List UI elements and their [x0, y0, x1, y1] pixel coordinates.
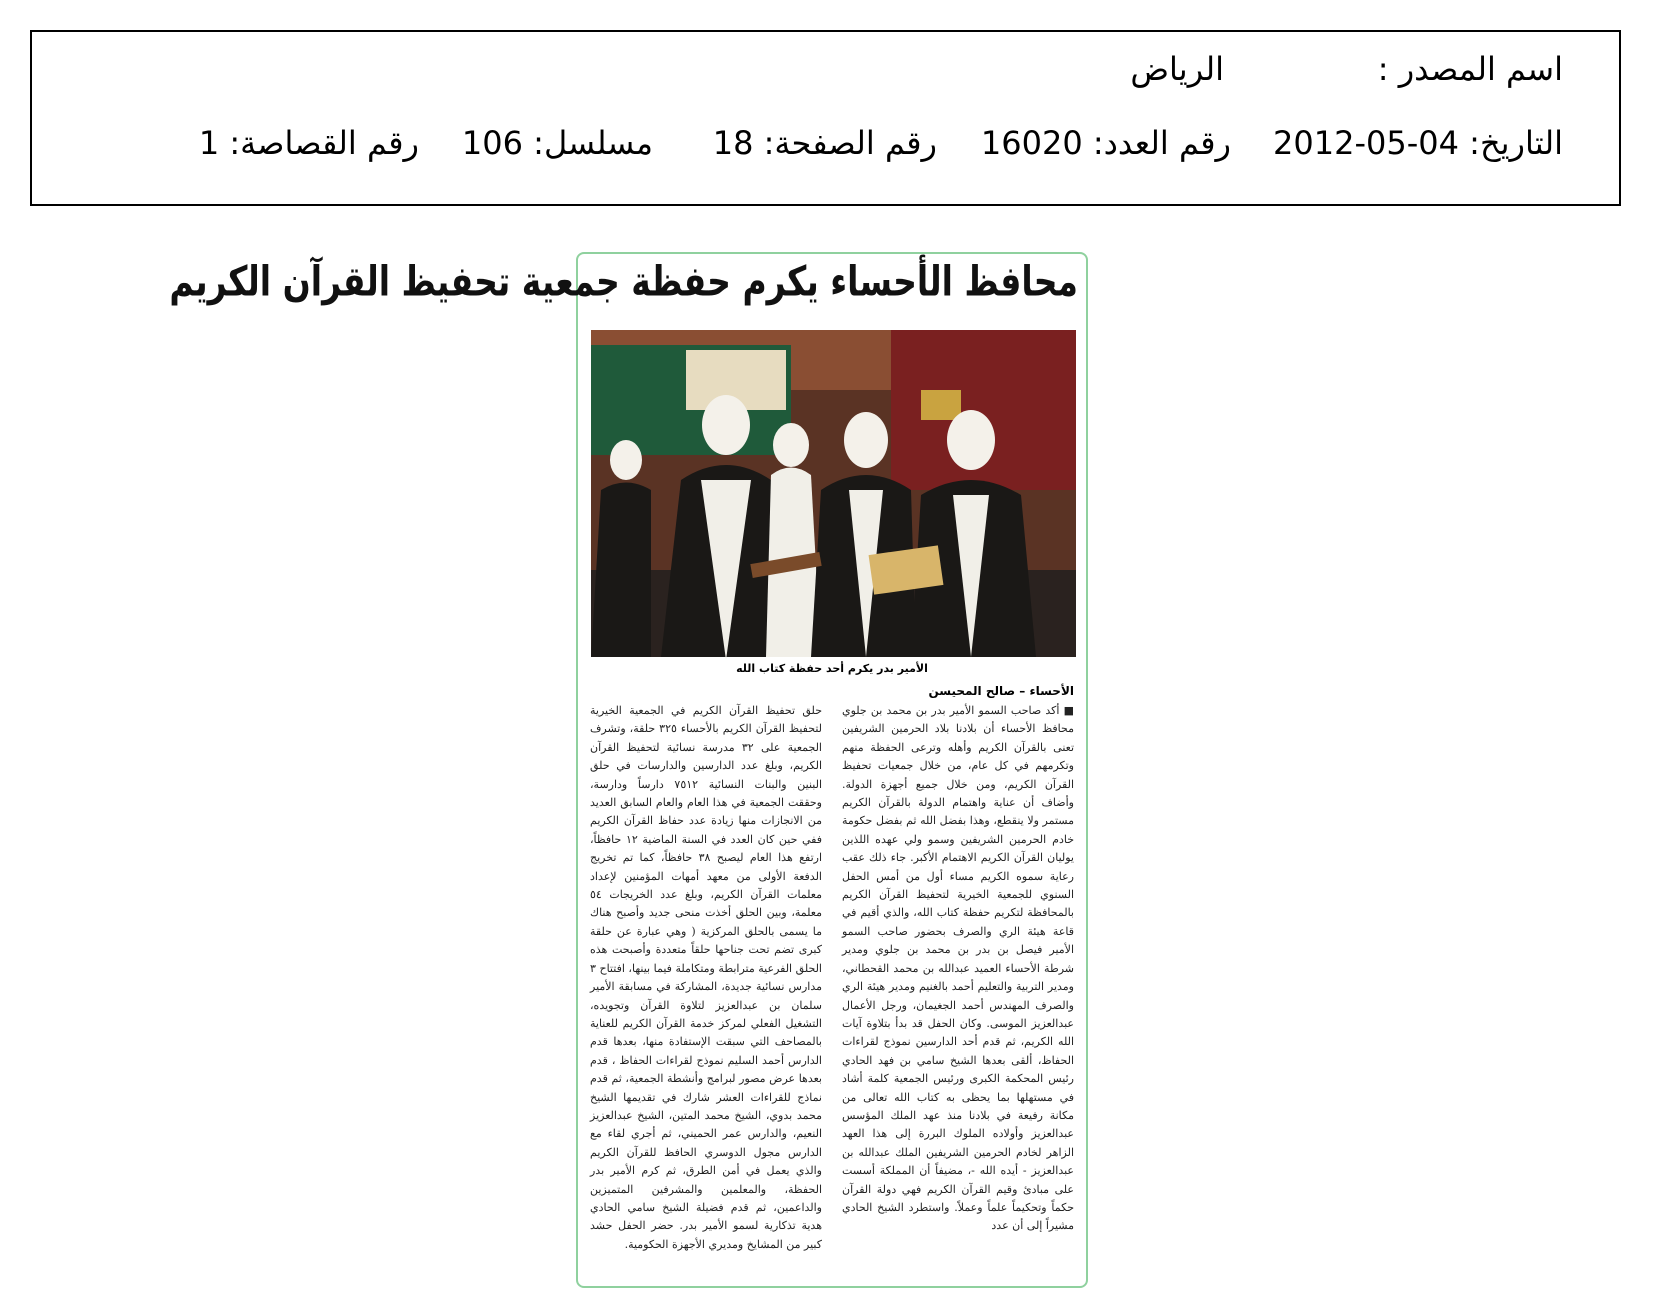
column-right-text: ■ أكد صاحب السمو الأمير بدر بن محمد بن جلوي محافظ الأحساء أن بلادنا بلاد الحرمين الشريفين تعنى بالقرآن الكريم وأهله وترعى الحفظة منهم وتكرمهم في كل عام، من خلال جمعيات تحفيظ القرآن الكريم، ومن خلال جميع أجهزة الدولة. وأضاف أن عناية واهتمام الدولة بالقرآن الكريم مستمر ولا ينقطع، وهذا بفضل الله ثم بفضل حكومة خادم الحرمين الشريفين وسمو ولي عهده اللذين يوليان القرآن الكريم الاهتمام الأكبر. جاء ذلك عقب رعاية سموه الكريم مساء أول من أمس الحفل السنوي للجمعية الخيرية لتحفيظ القرآن الكريم بالمحافظة لتكريم حفظة كتاب الله، والذي أقيم في قاعة هيئة الري والصرف بحضور صاحب السمو الأمير فيصل بن بدر بن محمد بن جلوي ومدير شرطة الأحساء العميد عبدالله بن محمد القحطاني، ومدير التربية والتعليم أحمد بالغنيم ومدير هيئة الري والصرف المهندس أحمد الجغيمان، ورجل الأعمال عبدالعزيز الموسى. وكان الحفل قد بدأ بتلاوة آيات الله الكريم، ثم قدم أحد الدارسين نموذج لقراءات الحفاظ، ألقى بعدها الشيخ سامي بن فهد الحادي رئيس المحكمة الكبرى ورئيس الجمعية كلمة أشاد في مستهلها بما يحظى به كتاب الله تعالى من مكانة رفيعة في بلادنا منذ عهد الملك المؤسس عبدالعزيز وأولاده الملوك البررة إلى هذا العهد الزاهر لخادم الحرمين الشريفين الملك عبدالله بن عبدالعزيز - أيده الله -، مضيفاً أن المملكة أسست على مبادئ وقيم القرآن الكريم فهي دولة القرآن حكماً وتحكيماً علماً وعملاً. واستطرد الشيخ الحادي مشيراً إلى أن عدد	[842, 704, 1074, 1233]
clipping-metadata-box	[30, 30, 1621, 206]
ceremony-photo-illustration	[591, 330, 1076, 657]
article-byline: الأحساء – صالح المحيسن	[928, 684, 1074, 698]
clip-number-field: رقم القصاصة: 1	[198, 124, 419, 162]
article-column-right	[842, 702, 1074, 1236]
issue-number-field: رقم العدد: 16020	[980, 124, 1231, 162]
photo-caption: الأمير بدر يكرم أحد حفظة كتاب الله	[736, 662, 928, 675]
source-value: الرياض	[1130, 50, 1224, 88]
article-headline: محافظ الأحساء يكرم حفظة جمعية تحفيظ القرآن الكريم	[169, 256, 1078, 306]
date-field: التاريخ: 04-05-2012	[1273, 124, 1563, 162]
serial-number-field: مسلسل: 106	[461, 124, 653, 162]
metadata-row-source	[32, 50, 1619, 100]
column-left-text: حلق تحفيظ القرآن الكريم في الجمعية الخيرية لتحفيظ القرآن الكريم بالأحساء ٣٢٥ حلقة، وتشرف الجمعية على ٣٢ مدرسة نسائية لتحفيظ القرآن الكريم، وبلغ عدد الدارسين والدارسات في حلق البنين والبنات النسائية ٧٥١٢ دارساً ودارسة، وحققت الجمعية في هذا العام والعام السابق العديد من الانجازات منها زيادة عدد حفاظ القرآن الكريم ففي حين كان العدد في السنة الماضية ١٢ حافظاً، ارتفع هذا العام ليصبح ٣٨ حافظاً، كما تم تخريج الدفعة الأولى من معهد أمهات المؤمنين لإعداد معلمات القرآن الكريم، وبلغ عدد الخريجات ٥٤ معلمة، وبين الحلق أخذت منحى جديد وأصبح هناك ما يسمى بالحلق المركزية ( وهي عبارة عن حلقة كبرى تضم تحت جناحها حلقاً متعددة وأصبحت هذه الحلق الفرعية مترابطة ومتكاملة فيما بينها، افتتاح ٣ مدارس نسائية جديدة، المشاركة في مسابقة الأمير سلمان بن عبدالعزيز لتلاوة القرآن وتجويده، التشغيل الفعلي لمركز خدمة القرآن الكريم للعناية بالمصاحف التي سبقت الإستفادة منها، بعدها قدم الدارس أحمد السليم نموذج لقراءات الحفاظ ، قدم بعدها عرض مصور لبرامج وأنشطة الجمعية، ثم قدم نماذج للقراءات العشر شارك في تقديمها الشيخ محمد بدوي، الشيخ محمد المتين، الشيخ عبدالعزيز النعيم، والدارس عمر الحميني، ثم أجري لقاء مع الدارس مجول الدوسري الحافظ للقرآن الكريم والذي يعمل في أمن الطرق، ثم كرم الأمير بدر الحفظة، والمعلمين والمشرفين المتميزين والداعمين، ثم قدم فضيلة الشيخ سامي الحادي هدية تذكارية لسمو الأمير بدر. حضر الحفل حشد كبير من المشايخ ومديري الأجهزة الحكومية.	[590, 704, 822, 1251]
article-photo	[591, 330, 1076, 657]
article-column-left	[590, 702, 822, 1254]
metadata-row-details	[32, 124, 1619, 174]
page-number-field: رقم الصفحة: 18	[712, 124, 937, 162]
newspaper-clipping	[169, 252, 1088, 1288]
source-label: اسم المصدر :	[1377, 50, 1563, 88]
